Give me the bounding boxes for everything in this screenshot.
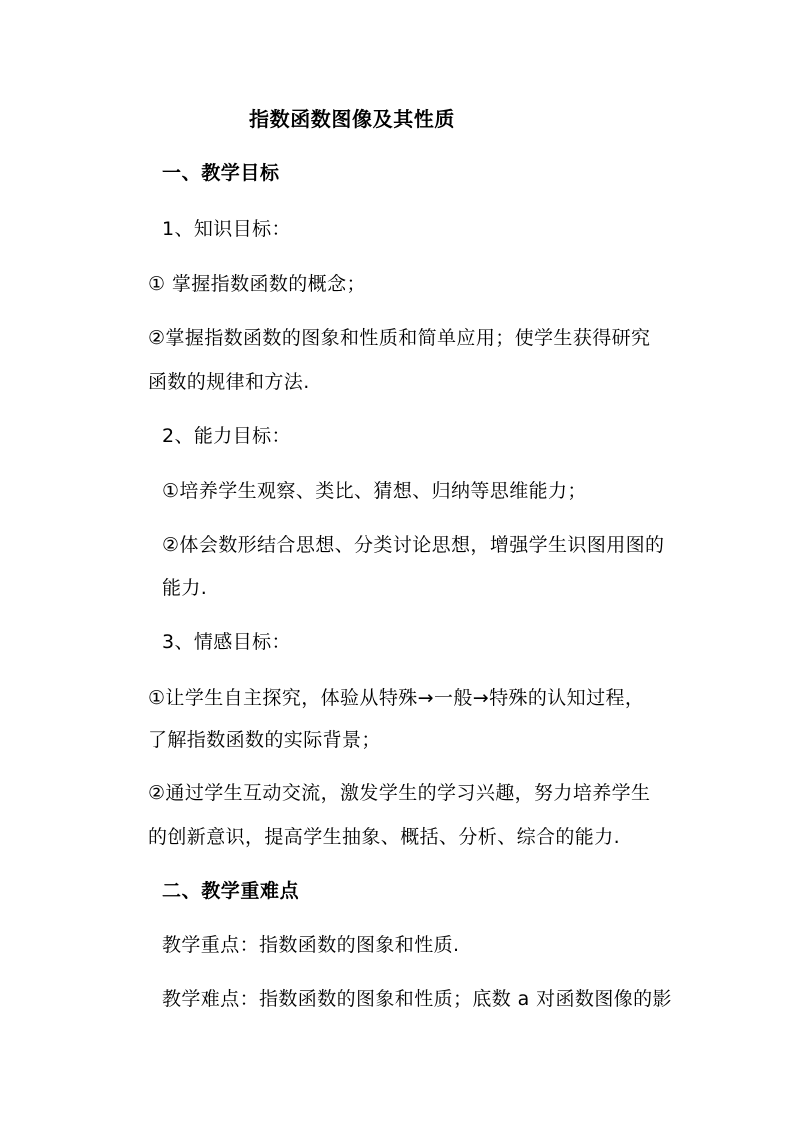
document-title: 指数函数图像及其性质 xyxy=(249,107,455,131)
ability-goal-label: 2、能力目标： xyxy=(162,425,291,447)
ability-goal-item-2-line-2: 能力. xyxy=(162,577,208,599)
knowledge-goal-item-2-line-1: ②掌握指数函数的图象和性质和简单应用；使学生获得研究 xyxy=(148,327,651,349)
knowledge-goal-item-1: ① 掌握指数函数的概念； xyxy=(148,273,366,295)
teaching-difficult-point: 教学难点：指数函数的图象和性质；底数 a 对函数图像的影 xyxy=(162,988,672,1010)
emotion-goal-label: 3、情感目标： xyxy=(162,631,291,653)
knowledge-goal-label: 1、知识目标： xyxy=(162,218,291,240)
emotion-goal-item-1-line-1: ①让学生自主探究，体验从特殊→一般→特殊的认知过程， xyxy=(148,687,645,709)
emotion-goal-item-2-line-2: 的创新意识，提高学生抽象、概括、分析、综合的能力. xyxy=(148,826,621,848)
ability-goal-item-2-line-1: ②体会数形结合思想、分类讨论思想，增强学生识图用图的 xyxy=(162,534,665,556)
emotion-goal-item-1-line-2: 了解指数函数的实际背景； xyxy=(148,729,381,751)
section-heading-teaching-goals: 一、教学目标 xyxy=(162,162,280,184)
ability-goal-item-1: ①培养学生观察、类比、猜想、归纳等思维能力； xyxy=(162,480,587,502)
emotion-goal-item-2-line-1: ②通过学生互动交流，激发学生的学习兴趣，努力培养学生 xyxy=(148,782,651,804)
knowledge-goal-item-2-line-2: 函数的规律和方法. xyxy=(148,371,310,393)
teaching-key-point: 教学重点：指数函数的图象和性质. xyxy=(162,934,460,956)
section-heading-key-difficult-points: 二、教学重难点 xyxy=(162,880,300,902)
